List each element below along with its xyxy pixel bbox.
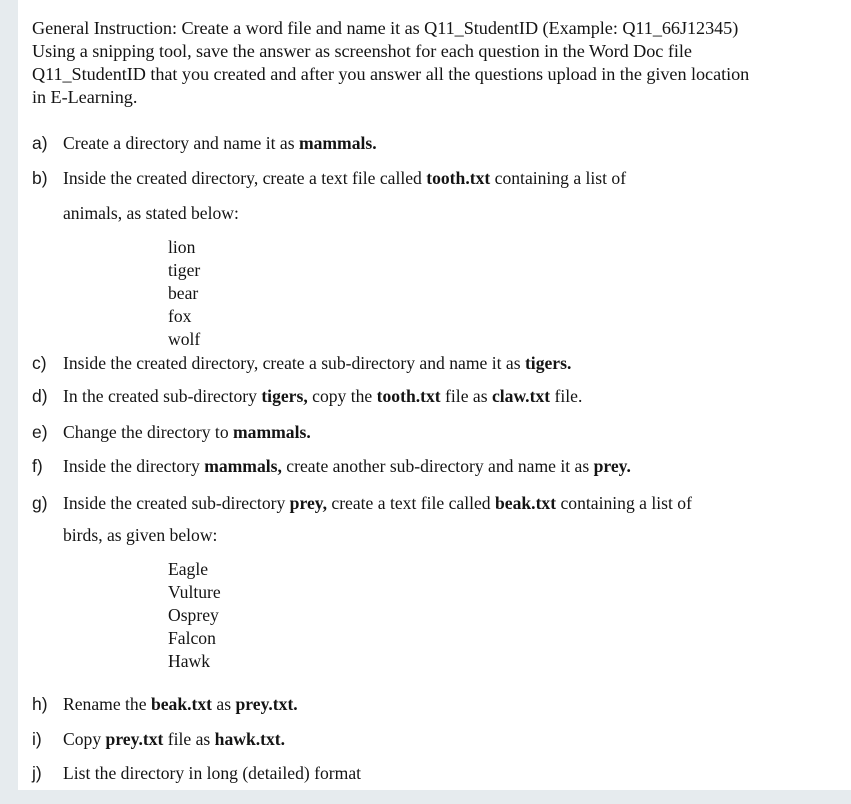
question-a-text: Create a directory and name it as mammals.	[63, 133, 377, 153]
document-page	[18, 0, 851, 790]
animal-item: lion	[168, 237, 196, 257]
question-b-text: Inside the created directory, create a text file called tooth.txt containing a list of	[63, 168, 627, 188]
bird-item: Hawk	[168, 651, 211, 671]
animal-item: bear	[168, 283, 199, 303]
question-g-continuation: birds, as given below:	[63, 525, 218, 545]
animal-item: tiger	[168, 260, 201, 280]
question-g-text: Inside the created sub-directory prey, create a text file called beak.txt containing a list of	[63, 493, 692, 513]
question-a-label: a)	[32, 133, 48, 153]
instruction-line-3: Q11_StudentID that you created and after you answer all the questions upload in the given location	[32, 64, 750, 84]
question-j-label: j)	[32, 763, 42, 783]
question-b-label: b)	[32, 168, 48, 188]
animal-item: fox	[168, 306, 192, 326]
question-e-text: Change the directory to mammals.	[63, 422, 311, 442]
question-e-label: e)	[32, 422, 48, 442]
instruction-line-4: in E-Learning.	[32, 87, 138, 107]
instruction-line-1: General Instruction: Create a word file and name it as Q11_StudentID (Example: Q11_66J12345)	[32, 18, 739, 38]
bird-item: Vulture	[168, 582, 221, 602]
question-f-text: Inside the directory mammals, create another sub-directory and name it as prey.	[63, 456, 631, 476]
question-b-continuation: animals, as stated below:	[63, 203, 239, 223]
question-c-text: Inside the created directory, create a sub-directory and name it as tigers.	[63, 353, 572, 373]
bird-item: Eagle	[168, 559, 209, 579]
animal-item: wolf	[168, 329, 201, 349]
question-f-label: f)	[32, 456, 43, 476]
question-c-label: c)	[32, 353, 47, 373]
question-j-text: List the directory in long (detailed) format	[63, 763, 362, 783]
question-h-label: h)	[32, 694, 48, 714]
question-d-text: In the created sub-directory tigers, copy the tooth.txt file as claw.txt file.	[63, 386, 583, 406]
question-i-label: i)	[32, 729, 42, 749]
question-i-text: Copy prey.txt file as hawk.txt.	[63, 729, 286, 749]
bird-item: Osprey	[168, 605, 219, 625]
instruction-line-2: Using a snipping tool, save the answer as screenshot for each question in the Word Doc file	[32, 41, 692, 61]
question-h-text: Rename the beak.txt as prey.txt.	[63, 694, 298, 714]
bird-item: Falcon	[168, 628, 216, 648]
question-g-label: g)	[32, 493, 48, 513]
question-d-label: d)	[32, 386, 48, 406]
